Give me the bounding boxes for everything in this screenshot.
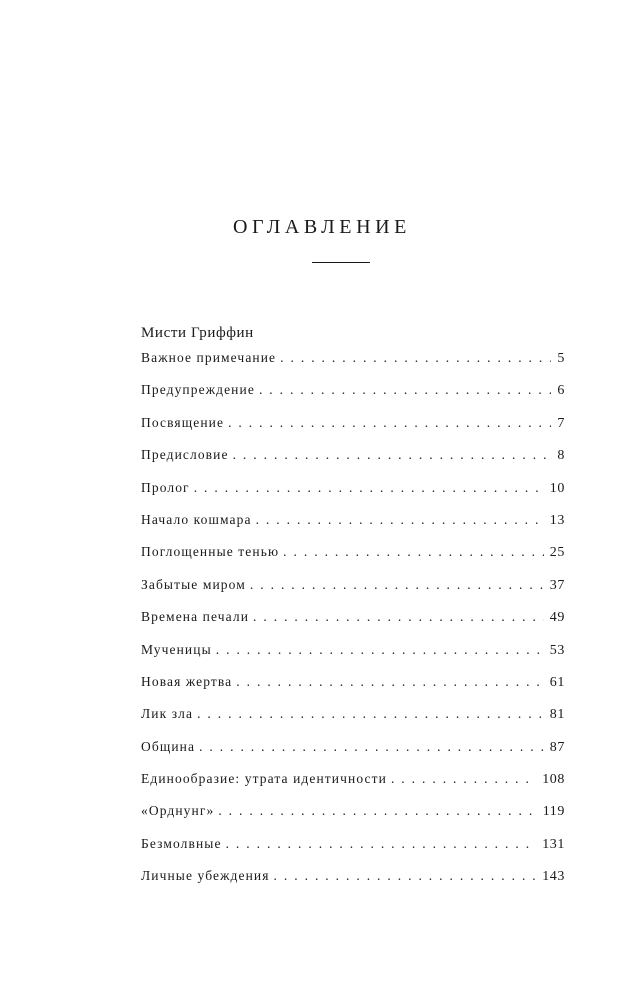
toc-entry-page: 143 xyxy=(542,869,565,885)
toc-entry-title: Безмолвные xyxy=(141,835,222,851)
toc-entry-page: 81 xyxy=(549,707,565,723)
toc-entry-page: 49 xyxy=(549,610,565,626)
toc-entry-page: 6 xyxy=(557,383,565,399)
toc-entry-page: 5 xyxy=(557,351,565,366)
toc-entry[interactable] xyxy=(141,411,565,443)
toc-entry-page: 10 xyxy=(549,480,565,496)
toc-entry-title: Времена печали xyxy=(141,609,250,625)
toc-entry-page: 108 xyxy=(542,772,565,788)
toc-entry-title: Личные убеждения xyxy=(141,868,270,884)
leader-dots xyxy=(228,411,551,435)
page-title: ОГЛАВЛЕНИЕ xyxy=(233,216,411,238)
toc-entry[interactable] xyxy=(141,605,565,637)
leader-dots xyxy=(256,508,544,532)
leader-dots xyxy=(391,767,536,791)
toc-entry-title: Лик зла xyxy=(141,706,194,722)
toc-entry-title: Начало кошмара xyxy=(141,511,252,527)
toc-entry[interactable] xyxy=(141,670,565,702)
toc-entry[interactable] xyxy=(141,864,565,896)
toc-entry[interactable] xyxy=(141,735,565,767)
leader-dots xyxy=(236,670,544,694)
leader-dots xyxy=(250,573,544,597)
leader-dots xyxy=(280,346,551,370)
toc-entry-page: 61 xyxy=(549,674,565,690)
toc-entry[interactable] xyxy=(141,346,565,378)
toc-entry[interactable] xyxy=(141,378,565,410)
toc-entry-title: Община xyxy=(141,738,196,754)
leader-dots xyxy=(216,638,544,662)
toc-entry[interactable] xyxy=(141,508,565,540)
author-name: Мисти Гриффин xyxy=(141,325,254,341)
toc-entry[interactable] xyxy=(141,799,565,831)
leader-dots xyxy=(218,799,536,823)
toc-entry-title: «Орднунг» xyxy=(141,803,215,819)
toc-entry-title: Посвящение xyxy=(141,414,225,430)
toc-entry-page: 53 xyxy=(549,642,565,658)
toc-entry-title: Предупреждение xyxy=(141,382,255,398)
toc-entry-page: 37 xyxy=(549,577,565,593)
toc-entry[interactable] xyxy=(141,476,565,508)
toc-entry-page: 25 xyxy=(549,545,565,561)
toc-entry[interactable] xyxy=(141,443,565,475)
leader-dots xyxy=(194,476,544,500)
toc-entry[interactable] xyxy=(141,767,565,799)
toc-entry-page: 131 xyxy=(542,836,565,852)
leader-dots xyxy=(226,832,537,856)
toc-entry-page: 13 xyxy=(549,512,565,528)
toc-entry-page: 119 xyxy=(542,804,565,820)
toc-entry[interactable] xyxy=(141,540,565,572)
toc-entry-title: Мученицы xyxy=(141,641,212,657)
toc-entry-title: Забытые миром xyxy=(141,576,246,592)
leader-dots xyxy=(253,605,544,629)
toc-entry-title: Новая жертва xyxy=(141,673,233,689)
toc-entry-title: Поглощенные тенью xyxy=(141,544,280,560)
leader-dots xyxy=(199,735,544,759)
toc-entry[interactable] xyxy=(141,638,565,670)
toc-entry-title: Предисловие xyxy=(141,447,229,463)
toc-entry-title: Единообразие: утрата идентичности xyxy=(141,771,387,787)
title-divider xyxy=(312,262,370,263)
table-of-contents xyxy=(141,346,565,897)
toc-entry-page: 87 xyxy=(549,739,565,755)
leader-dots xyxy=(274,864,537,888)
toc-entry[interactable] xyxy=(141,573,565,605)
toc-entry[interactable] xyxy=(141,832,565,864)
leader-dots xyxy=(197,702,544,726)
toc-entry[interactable] xyxy=(141,702,565,734)
leader-dots xyxy=(259,378,551,402)
toc-entry-page: 8 xyxy=(557,448,565,464)
toc-entry-title: Важное примечание xyxy=(141,350,277,365)
leader-dots xyxy=(233,443,552,467)
leader-dots xyxy=(283,540,544,564)
toc-entry-title: Пролог xyxy=(141,479,190,495)
toc-entry-page: 7 xyxy=(557,415,565,431)
